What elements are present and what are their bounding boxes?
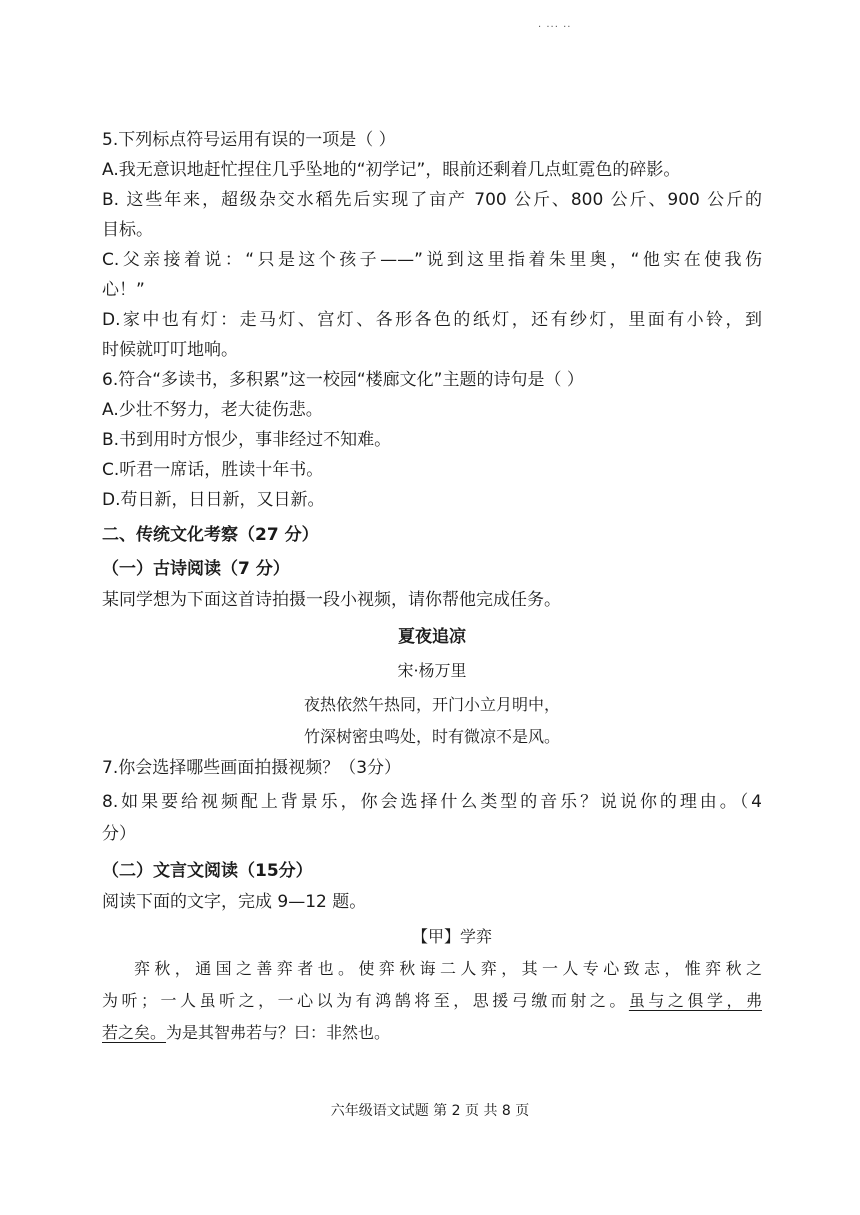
question-5-stem: 5.下列标点符号运用有误的一项是（ ） [102,130,396,150]
question-6-option-d: D.苟日新，日日新，又日新。 [102,490,325,510]
scan-mark: · ··· ·· [538,22,572,33]
question-5-option-c: C.父亲接着说：“只是这个孩子——”说到这里指着朱里奥，“他实在使我伤 [102,250,762,270]
question-5-option-d: D.家中也有灯：走马灯、宫灯、各形各色的纸灯，还有纱灯，里面有小铃，到 [102,310,762,330]
question-5-option-b-cont: 目标。 [102,220,153,240]
poem-line-1: 夜热依然午热同，开门小立月明中， [303,695,560,714]
poem-title: 夏夜追凉 [398,627,466,647]
question-7: 7.你会选择哪些画面拍摄视频？（3分） [102,758,402,778]
question-6-option-c: C.听君一席话，胜读十年书。 [102,460,324,480]
question-6-stem: 6.符合“多读书，多积累”这一校园“楼廊文化”主题的诗句是（ ） [102,370,584,390]
classical-intro: 阅读下面的文字，完成 9—12 题。 [102,892,367,912]
poem-intro: 某同学想为下面这首诗拍摄一段小视频，请你帮他完成任务。 [102,590,561,610]
poem-line-2: 竹深树密虫鸣处，时有微凉不是风。 [303,727,560,746]
classical-text-line-1: 弈秋，通国之善弈者也。使弈秋诲二人弈，其一人专心致志，惟弈秋之 [134,959,762,978]
underlined-sentence-part-1: 虽与之俱学，弗 [628,991,762,1010]
question-5-option-b: B. 这些年来，超级杂交水稻先后实现了亩产 700 公斤、800 公斤、900 公斤的 [102,190,762,210]
question-5-option-d-cont: 时候就叮叮地响。 [102,340,238,360]
classical-text-line-2: 为听；一人虽听之，一心以为有鸿鹄将至，思援弓缴而射之。虽与之俱学，弗 [102,991,762,1010]
question-8: 8.如果要给视频配上背景乐，你会选择什么类型的音乐？说说你的理由。（4 [102,792,762,812]
section-2-part-1-title: （一）古诗阅读（7 分） [102,559,290,579]
underlined-sentence-part-2: 若之矣。 [102,1023,167,1042]
question-5-option-c-cont: 心！” [102,280,145,300]
question-5 [102,128,762,368]
question-8-cont: 分） [102,824,136,844]
question-6 [102,368,762,518]
exam-page [102,128,762,1050]
question-5-option-a: A.我无意识地赶忙捏住几乎坠地的“初学记”，眼前还剩着几点虹霓色的碎影。 [102,160,681,180]
section-2-part-2-title: （二）文言文阅读（15分） [102,861,313,881]
page-footer: 六年级语文试题 第 2 页 共 8 页 [330,1103,530,1119]
classical-text-line-3: 若之矣。为是其智弗若与？曰：非然也。 [102,1023,391,1042]
section-2-title: 二、传统文化考察（27 分） [102,525,319,545]
question-6-option-a: A.少壮不努力，老大徒伤悲。 [102,400,323,420]
poem-author: 宋·杨万里 [397,661,467,680]
classical-text-title: 【甲】学弈 [411,927,492,946]
question-6-option-b: B.书到用时方恨少，事非经过不知难。 [102,430,392,450]
